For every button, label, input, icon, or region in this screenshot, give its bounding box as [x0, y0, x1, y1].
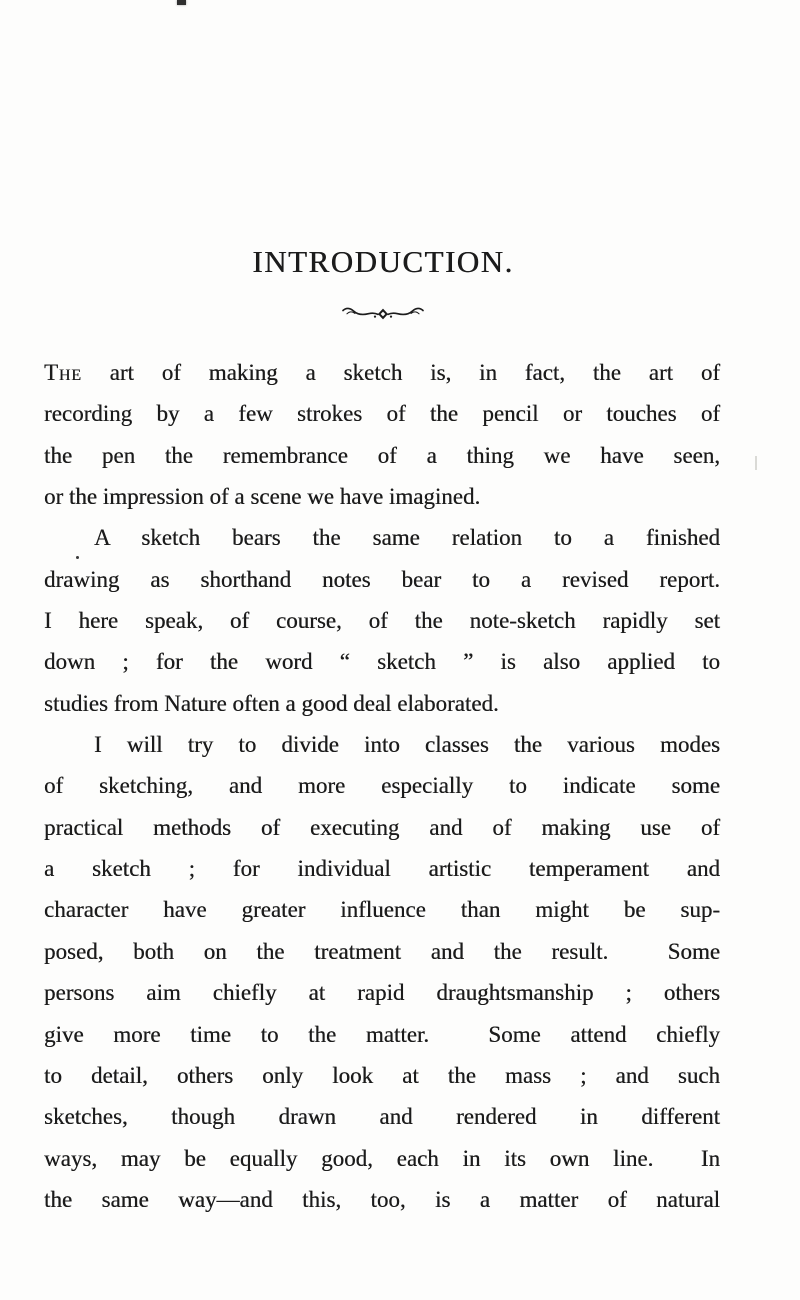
text-line: I will try to divide into classes the various modes: [94, 732, 720, 758]
paragraph: [44, 517, 720, 724]
text-line: down ; for the word “ sketch ” is also applied to: [44, 649, 720, 675]
text-line: recording by a few strokes of the pencil or touches of: [44, 401, 720, 427]
text-line: the pen the remembrance of a thing we have seen,: [44, 442, 720, 468]
paragraph: [44, 724, 720, 1220]
text-line: sketches, though drawn and rendered in different: [44, 1104, 720, 1130]
text-line: posed, both on the treatment and the result. Some: [44, 938, 720, 964]
text-line: the same way—and this, too, is a matter of natural: [44, 1186, 720, 1212]
text-line: of sketching, and more especially to indicate some: [44, 773, 720, 799]
body-text: [44, 352, 720, 1220]
text-line: persons aim chiefly at rapid draughtsmanship ; others: [44, 980, 720, 1006]
text-line: studies from Nature often a good deal elaborated.: [44, 690, 499, 716]
text-line: character have greater influence than might be sup-: [44, 897, 720, 923]
text-line: A sketch bears the same relation to a finished: [94, 525, 720, 551]
text-line: The art of making a sketch is, in fact, the art of: [44, 360, 720, 385]
paragraph: [44, 352, 720, 517]
text-line: practical methods of executing and of making use of: [44, 814, 720, 840]
title-ornament: [45, 304, 721, 324]
text-line: drawing as shorthand notes bear to a revised report.: [44, 566, 720, 592]
text-line: I here speak, of course, of the note-sketch rapidly set: [44, 608, 720, 634]
text-line: to detail, others only look at the mass ; and such: [44, 1062, 720, 1088]
page-title: INTRODUCTION.: [252, 244, 514, 279]
flourish-icon: [341, 304, 425, 324]
scan-artifact-top-speck: [177, 0, 186, 5]
smallcaps-lead: The: [44, 360, 82, 385]
text-line: a sketch ; for individual artistic temperament and: [44, 856, 720, 882]
scan-artifact-margin-dash: [755, 456, 757, 470]
text-line: ways, may be equally good, each in its own line. In: [44, 1145, 720, 1171]
text-line: or the impression of a scene we have imagined.: [44, 484, 481, 510]
text-line: give more time to the matter. Some attend chiefly: [44, 1021, 720, 1047]
